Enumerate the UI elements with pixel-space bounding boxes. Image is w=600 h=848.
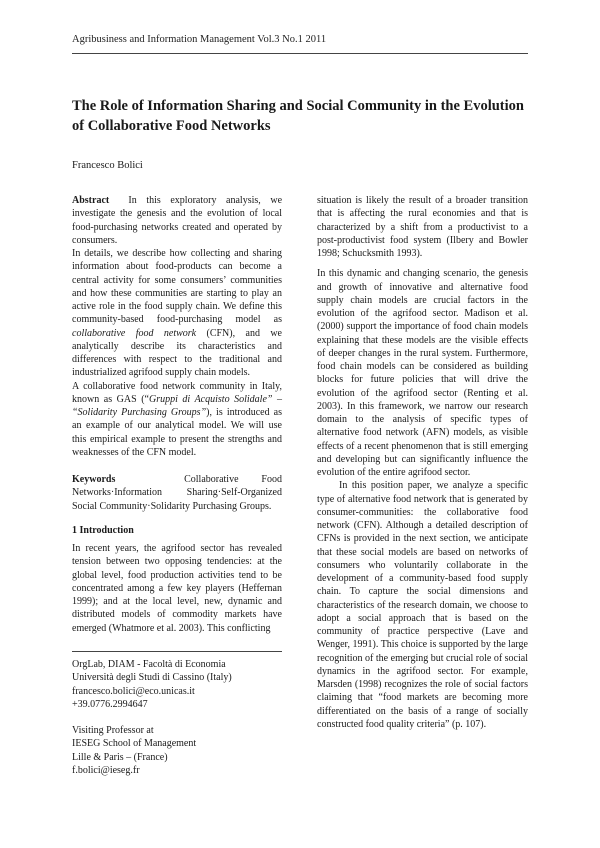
body-paragraph-2: In this dynamic and changing scenario, the genesis and growth of innovative and alternative food supply chain models are crucial factors in the evolution of the agrifood sector. Madison et al. (2000) support the importance of food chain models explaining that these models are the visible effects of deeper changes in the rural system. Furthermore, food chain models can be considered as building blocks for future policies that will drive the evolution of the agrifood sector (Renting et al. 2003). In this framework, we narrow our research domain to the analysis of specific types of alternative food network (AFN) models, as visible effects of a recent phenomenon that is still emerging and developing but can significantly influence the evolution of the entire agrifood sector. xyxy=(317,268,528,478)
abstract-text-3a: A collaborative food network community in Italy, known as GAS (“ xyxy=(72,380,282,405)
abstract-emphasis-cfn: collaborative food network xyxy=(72,327,197,339)
abstract-text-3b: ), is introduced as an example of our analytical model. We will use this empirical example to present the strengths and weaknesses of the CFN model. xyxy=(72,407,282,458)
left-column xyxy=(72,194,282,635)
abstract-text-2a: In details, we describe how collecting and sharing information about food-products can become a central activity for some consumers’ communities and how these communities are starting to play an active role in the food supply chain. We define this community-based food-purchasing model as xyxy=(72,248,282,326)
affiliation-line: Visiting Professor at xyxy=(72,725,154,736)
body-paragraph-1: situation is likely the result of a broader transition that is affecting the rural economies and that is characterized by a shift from a productivist to a post-productivist food system (Ilbery and Bowler 1998; Schucksmith 1993). xyxy=(317,195,528,259)
affiliation-email: francesco.bolici@eco.unicas.it xyxy=(72,685,195,697)
intro-paragraph-1: In recent years, the agrifood sector has revealed tension between two opposing tendencies: at the global level, food production activities tend to be concentrated among a few key players (Heffernan 1999); and at the local level, new, dynamic and distributed models of commodity markets have emerged (Whatmore et al. 2003). This conflicting xyxy=(72,543,282,634)
abstract-paragraph-3 xyxy=(72,380,282,460)
keywords-paragraph xyxy=(72,473,282,513)
affiliation-line: OrgLab, DIAM - Facoltà di Economia xyxy=(72,659,226,670)
body-paragraph-3: In this position paper, we analyze a specific type of alternative food network that is generated by consumer-communities: the collaborative food network (CFN). Although a detailed description of CFNs is provided in the next section, we anticipate that these social models are based on networks of consumers who voluntarily collaborate in the development of a community-based food supply chain. To capture the social dimensions and characteristics of the research domain, we choose to adopt a social approach that is based on the community of practice perspective (Lave and Wenger, 1991). This choice is supported by the large recognition of the emerging but crucial role of social dynamics in the agrifood sector. For example, Marsden (1998) recognizes the role of social factors claiming that “food markets are becoming more differentiated on the basis of a range of socially constructed food quality criteria” (p. 107). xyxy=(317,480,528,730)
journal-header: Agribusiness and Information Management Vol.3 No.1 2011 xyxy=(72,34,327,45)
abstract-text-1: In this exploratory analysis, we investigate the genesis and the evolution of local food-purchasing networks created and operated by consumers. xyxy=(72,195,283,246)
right-column xyxy=(317,194,528,731)
keywords-text: Collaborative Food Networks·Information Sharing·Self-Organized Social Community·Solidarity Purchasing Groups. xyxy=(72,474,282,512)
author-affiliation xyxy=(72,651,282,777)
author-name: Francesco Bolici xyxy=(72,160,143,171)
paper-title: The Role of Information Sharing and Social Community in the Evolution of Collaborative Food Networks xyxy=(72,98,524,134)
affiliation-line: Lille & Paris – (France) xyxy=(72,751,168,763)
affiliation-email: f.bolici@ieseg.fr xyxy=(72,764,140,776)
abstract-paragraph-2 xyxy=(72,247,282,380)
affiliation-line: Università degli Studi di Cassino (Italy) xyxy=(72,672,232,684)
abstract-paragraph-1 xyxy=(72,194,282,247)
affiliation-line: IESEG School of Management xyxy=(72,738,197,750)
abstract-text-2b: (CFN), and we analytically describe its characteristics and differences with respect to the traditional and industrialized agrifood supply chain models. xyxy=(72,327,282,379)
section-heading-introduction: 1 Introduction xyxy=(72,524,134,536)
header-rule xyxy=(72,53,528,54)
abstract-label: Abstract xyxy=(72,195,110,206)
affiliation-phone: +39.0776.2994647 xyxy=(72,698,148,710)
keywords-label: Keywords xyxy=(72,474,116,485)
abstract-emphasis-gas: Gruppi di Acquisto Solidale” – “Solidarity Purchasing Groups” xyxy=(72,393,283,418)
